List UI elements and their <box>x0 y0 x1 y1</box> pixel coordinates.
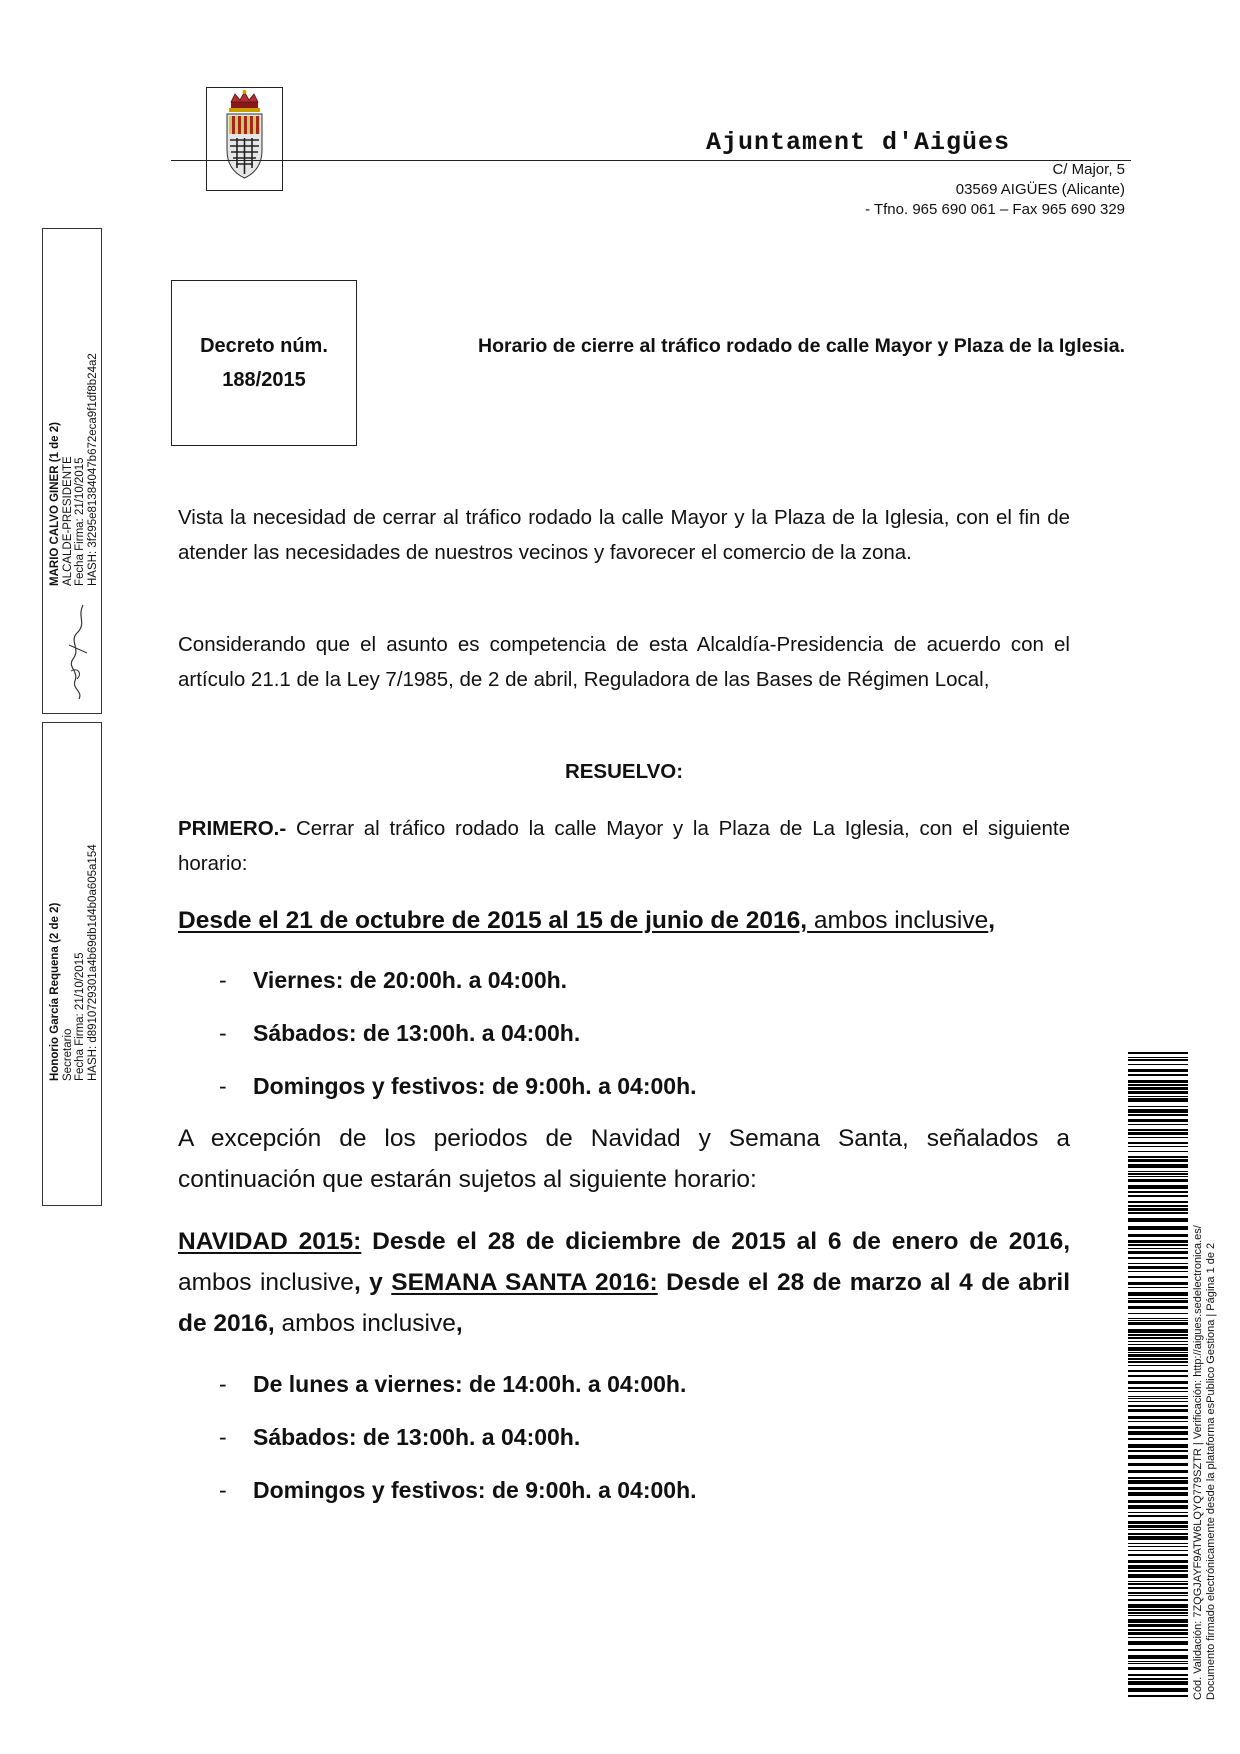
signature-text-secretary <box>49 844 99 1081</box>
barcode-bar <box>1128 1212 1188 1214</box>
schedule-item <box>215 1364 1075 1417</box>
verification-line-2: Documento firmado electrónicamente desde la plataforma esPublico Gestiona | Página 1 de 2 <box>1204 1242 1217 1700</box>
period-general-dates: Desde el 21 de octubre de 2015 al 15 de junio de 2016, <box>178 907 808 934</box>
barcode-bar <box>1128 1387 1188 1389</box>
barcode-bar <box>1128 1629 1188 1631</box>
barcode-bar <box>1128 1176 1188 1177</box>
navidad-inclusive: ambos inclusive <box>178 1269 354 1296</box>
barcode-bar <box>1128 1146 1188 1147</box>
barcode-bar <box>1128 1401 1188 1402</box>
barcode-bar <box>1128 1091 1188 1094</box>
address-phone-fax: - Tfno. 965 690 061 – Fax 965 690 329 <box>865 201 1125 218</box>
barcode-bar <box>1128 1574 1188 1578</box>
list-dash: - <box>219 1477 227 1503</box>
barcode-bar <box>1128 1084 1188 1086</box>
barcode-bar <box>1128 1129 1188 1131</box>
barcode-bar <box>1128 1587 1188 1589</box>
barcode-bar <box>1128 1271 1188 1272</box>
barcode-bar <box>1128 1370 1188 1372</box>
list-dash: - <box>219 967 227 993</box>
barcode-bar <box>1128 1347 1188 1351</box>
barcode-bar <box>1128 1365 1188 1366</box>
barcode-bar <box>1128 1536 1188 1540</box>
barcode-bar <box>1128 1218 1188 1222</box>
barcode-bar <box>1128 1609 1188 1611</box>
barcode-bar <box>1128 1106 1188 1107</box>
barcode-bar <box>1128 1550 1188 1551</box>
validation-barcode-icon <box>1128 1052 1188 1700</box>
navidad-dates: Desde el 28 de diciembre de 2015 al 6 de enero de 2016, <box>361 1228 1071 1255</box>
barcode-bar <box>1128 1251 1188 1254</box>
barcode-bar <box>1128 1132 1188 1135</box>
schedule-item-text: Domingos y festivos: de 9:00h. a 04:00h. <box>253 1477 697 1503</box>
municipal-coat-of-arms-icon <box>206 87 283 191</box>
schedule-item-text: De lunes a viernes: de 14:00h. a 04:00h. <box>253 1371 687 1397</box>
barcode-bar <box>1128 1649 1188 1651</box>
barcode-bar <box>1128 1438 1188 1440</box>
barcode-bar <box>1128 1565 1188 1569</box>
barcode-bar <box>1128 1201 1188 1203</box>
barcode-bar <box>1128 1678 1188 1680</box>
barcode-bar <box>1128 1450 1188 1452</box>
barcode-bar <box>1128 1361 1188 1363</box>
barcode-bar <box>1128 1599 1188 1601</box>
final-comma: , <box>455 1310 463 1337</box>
barcode-bar <box>1128 1329 1188 1333</box>
period-special <box>178 1221 1070 1344</box>
barcode-bar <box>1128 1543 1188 1544</box>
barcode-bar <box>1128 1431 1188 1435</box>
barcode-bar <box>1128 1533 1188 1535</box>
period-general-inclusive: ambos inclusive <box>807 907 989 934</box>
schedule-item-text: Sábados: de 13:00h. a 04:00h. <box>253 1020 581 1046</box>
barcode-bar <box>1128 1313 1188 1314</box>
decree-label: Decreto núm. <box>200 335 328 357</box>
barcode-bar <box>1128 1244 1188 1246</box>
barcode-bar <box>1128 1282 1188 1285</box>
paragraph-vista: Vista la necesidad de cerrar al tráfico rodado la calle Mayor y la Plaza de la Iglesia, con el fin de atender las necesidades de nuestros vecinos y favorecer el comercio de la zona. <box>178 506 1070 564</box>
barcode-bar <box>1128 1521 1188 1524</box>
barcode-bar <box>1128 1352 1188 1353</box>
barcode-bar <box>1128 1661 1188 1662</box>
paragraph-primero <box>178 811 1070 881</box>
barcode-bar <box>1128 1592 1188 1594</box>
verification-text <box>1192 1225 1217 1700</box>
verification-line-1: Cód. Validación: 7ZQGJAYF9ATW6LQYQ779SZTR | Verificación: http://aigues.sedelectronica.es/ <box>1192 1225 1204 1700</box>
barcode-bar <box>1128 1480 1188 1484</box>
barcode-bar <box>1128 1179 1188 1182</box>
barcode-bar <box>1128 1226 1188 1230</box>
barcode-bar <box>1128 1205 1188 1207</box>
barcode-bar <box>1128 1358 1188 1360</box>
barcode-bar <box>1128 1334 1188 1336</box>
barcode-bar <box>1128 1695 1188 1697</box>
barcode-bar <box>1128 1191 1188 1193</box>
barcode-bar <box>1128 1375 1188 1377</box>
barcode-bar <box>1128 1057 1188 1058</box>
barcode-bar <box>1128 1487 1188 1490</box>
barcode-bar <box>1128 1391 1188 1392</box>
schedule-item <box>215 1066 1075 1119</box>
barcode-bar <box>1128 1173 1188 1175</box>
barcode-bar <box>1128 1266 1188 1269</box>
barcode-bar <box>1128 1570 1188 1572</box>
barcode-bar <box>1128 1612 1188 1614</box>
barcode-bar <box>1128 1151 1188 1152</box>
schedule-item <box>215 1470 1075 1523</box>
barcode-bar <box>1128 1396 1188 1397</box>
barcode-bar <box>1128 1306 1188 1309</box>
barcode-bar <box>1128 1156 1188 1158</box>
list-dash: - <box>219 1020 227 1046</box>
barcode-bar <box>1128 1074 1188 1076</box>
signer-name: MARIO CALVO GINER (1 de 2) <box>49 422 61 586</box>
barcode-bar <box>1128 1096 1188 1097</box>
list-dash: - <box>219 1073 227 1099</box>
signature-date: Fecha Firma: 21/10/2015 <box>74 457 86 586</box>
barcode-bar <box>1128 1525 1188 1528</box>
barcode-bar <box>1128 1554 1188 1556</box>
address-city: 03569 AIGÜES (Alicante) <box>955 181 1125 198</box>
barcode-bar <box>1128 1560 1188 1563</box>
signer-role: Secretario <box>61 1028 74 1081</box>
barcode-bar <box>1128 1098 1188 1102</box>
decree-title: Horario de cierre al tráfico rodado de calle Mayor y Plaza de la Iglesia. <box>477 335 1125 357</box>
barcode-bar <box>1128 1159 1188 1162</box>
barcode-bar <box>1128 1208 1188 1211</box>
schedule-item <box>215 960 1075 1013</box>
barcode-bar <box>1128 1477 1188 1479</box>
barcode-bar <box>1128 1080 1188 1083</box>
barcode-bar <box>1128 1137 1188 1138</box>
barcode-bar <box>1128 1624 1188 1627</box>
barcode-bar <box>1128 1320 1188 1321</box>
barcode-bar <box>1128 1505 1188 1509</box>
barcode-bar <box>1128 1059 1188 1061</box>
barcode-bar <box>1128 1470 1188 1473</box>
semana-santa-label: SEMANA SANTA 2016: <box>391 1269 658 1296</box>
barcode-bar <box>1128 1069 1188 1072</box>
barcode-bar <box>1128 1409 1188 1412</box>
schedule-special-list <box>215 1364 1075 1523</box>
barcode-bar <box>1128 1300 1188 1303</box>
barcode-bar <box>1128 1463 1188 1466</box>
schedule-item-text: Domingos y festivos: de 9:00h. a 04:00h. <box>253 1073 697 1099</box>
barcode-bar <box>1128 1248 1188 1249</box>
signer-role: ALCALDE-PRESIDENTE <box>61 456 74 586</box>
barcode-bar <box>1128 1087 1188 1090</box>
barcode-bar <box>1128 1455 1188 1459</box>
crest-svg <box>207 88 282 190</box>
barcode-bar <box>1128 1619 1188 1623</box>
schedule-item <box>215 1013 1075 1066</box>
barcode-bar <box>1128 1515 1188 1517</box>
decree-number: 188/2015 <box>222 369 306 391</box>
resuelvo-heading: RESUELVO: <box>564 760 684 783</box>
barcode-bar <box>1128 1318 1188 1319</box>
signature-panel-mayor <box>42 228 102 714</box>
primero-text: Cerrar al tráfico rodado la calle Mayor y la Plaza de La Iglesia, con el siguiente horario: <box>178 817 1070 875</box>
list-dash: - <box>219 1371 227 1397</box>
semana-santa-inclusive: ambos inclusive <box>274 1310 456 1337</box>
barcode-bar <box>1128 1124 1188 1125</box>
barcode-bar <box>1128 1426 1188 1429</box>
organization-name: Ajuntament d'Aigües <box>705 128 1010 157</box>
signer-name: Honorio García Requena (2 de 2) <box>49 902 61 1081</box>
barcode-bar <box>1128 1354 1188 1357</box>
decree-number-box <box>171 280 357 446</box>
barcode-bar <box>1128 1529 1188 1530</box>
barcode-bar <box>1128 1298 1188 1299</box>
barcode-bar <box>1128 1381 1188 1384</box>
barcode-bar <box>1128 1581 1188 1582</box>
navidad-label: NAVIDAD 2015: <box>178 1228 362 1255</box>
barcode-bar <box>1128 1185 1188 1189</box>
barcode-bar <box>1128 1344 1188 1345</box>
barcode-bar <box>1128 1641 1188 1645</box>
barcode-bar <box>1128 1195 1188 1197</box>
barcode-bar <box>1128 1663 1188 1664</box>
barcode-bar <box>1128 1655 1188 1659</box>
barcode-bar <box>1128 1337 1188 1339</box>
barcode-bar <box>1128 1164 1188 1168</box>
barcode-bar <box>1128 1234 1188 1237</box>
barcode-bar <box>1128 1341 1188 1342</box>
primero-label: PRIMERO.- <box>178 817 287 840</box>
barcode-bar <box>1128 1142 1188 1144</box>
barcode-bar <box>1128 1595 1188 1596</box>
paragraph-exception: A excepción de los periodos de Navidad y Semana Santa, señalados a continuación que estarán sujetos al siguiente horario: <box>178 1125 1070 1193</box>
barcode-bar <box>1128 1632 1188 1635</box>
barcode-bar <box>1128 1688 1188 1692</box>
handwritten-signature-icon <box>63 601 93 701</box>
schedule-item-text: Sábados: de 13:00h. a 04:00h. <box>253 1424 581 1450</box>
signature-date: Fecha Firma: 21/10/2015 <box>74 952 86 1081</box>
semana-santa-dates: Desde el 28 de marzo al 4 de abril de 2016, <box>178 1269 1071 1337</box>
signature-text-mayor <box>49 353 99 586</box>
schedule-item <box>215 1417 1075 1470</box>
paragraph-considerando: Considerando que el asunto es competencia de esta Alcaldía-Presidencia de acuerdo con el artículo 21.1 de la Ley 7/1985, de 2 de abril, Reguladora de las Bases de Régimen Local, <box>178 633 1070 691</box>
barcode-bar <box>1128 1492 1188 1496</box>
barcode-bar <box>1128 1109 1188 1113</box>
barcode-bar <box>1128 1263 1188 1264</box>
barcode-bar <box>1128 1637 1188 1638</box>
barcode-bar <box>1128 1171 1188 1172</box>
barcode-bar <box>1128 1421 1188 1422</box>
list-dash: - <box>219 1424 227 1450</box>
address-street: C/ Major, 5 <box>1052 161 1125 178</box>
barcode-bar <box>1128 1674 1188 1676</box>
separator-y: , y <box>353 1269 392 1296</box>
barcode-bar <box>1128 1257 1188 1259</box>
barcode-bar <box>1128 1546 1188 1547</box>
barcode-bar <box>1128 1292 1188 1296</box>
barcode-bar <box>1128 1500 1188 1503</box>
barcode-bar <box>1128 1119 1188 1122</box>
period-general <box>178 900 1070 941</box>
barcode-bar <box>1128 1604 1188 1608</box>
barcode-bar <box>1128 1064 1188 1065</box>
barcode-bar <box>1128 1512 1188 1513</box>
barcode-bar <box>1128 1667 1188 1670</box>
barcode-bar <box>1128 1583 1188 1585</box>
signature-hash: HASH: d8910729301a4b69db1d4b0a605a154 <box>86 844 99 1081</box>
signature-panel-secretary <box>42 722 102 1206</box>
barcode-bar <box>1128 1114 1188 1116</box>
barcode-bar <box>1128 1681 1188 1685</box>
schedule-item-text: Viernes: de 20:00h. a 04:00h. <box>253 967 568 993</box>
barcode-bar <box>1128 1398 1188 1399</box>
signature-hash: HASH: 3f295e81384047b672eca9f1df8b24a2 <box>86 353 99 586</box>
barcode-bar <box>1128 1052 1188 1054</box>
barcode-bar <box>1128 1240 1188 1243</box>
period-general-comma: , <box>988 907 996 934</box>
barcode-bar <box>1128 1287 1188 1288</box>
barcode-bar <box>1128 1322 1188 1325</box>
barcode-bar <box>1128 1276 1188 1278</box>
barcode-bar <box>1128 1615 1188 1616</box>
barcode-bar <box>1128 1416 1188 1419</box>
barcode-bar <box>1128 1405 1188 1407</box>
schedule-general-list <box>215 960 1075 1119</box>
barcode-bar <box>1128 1444 1188 1448</box>
